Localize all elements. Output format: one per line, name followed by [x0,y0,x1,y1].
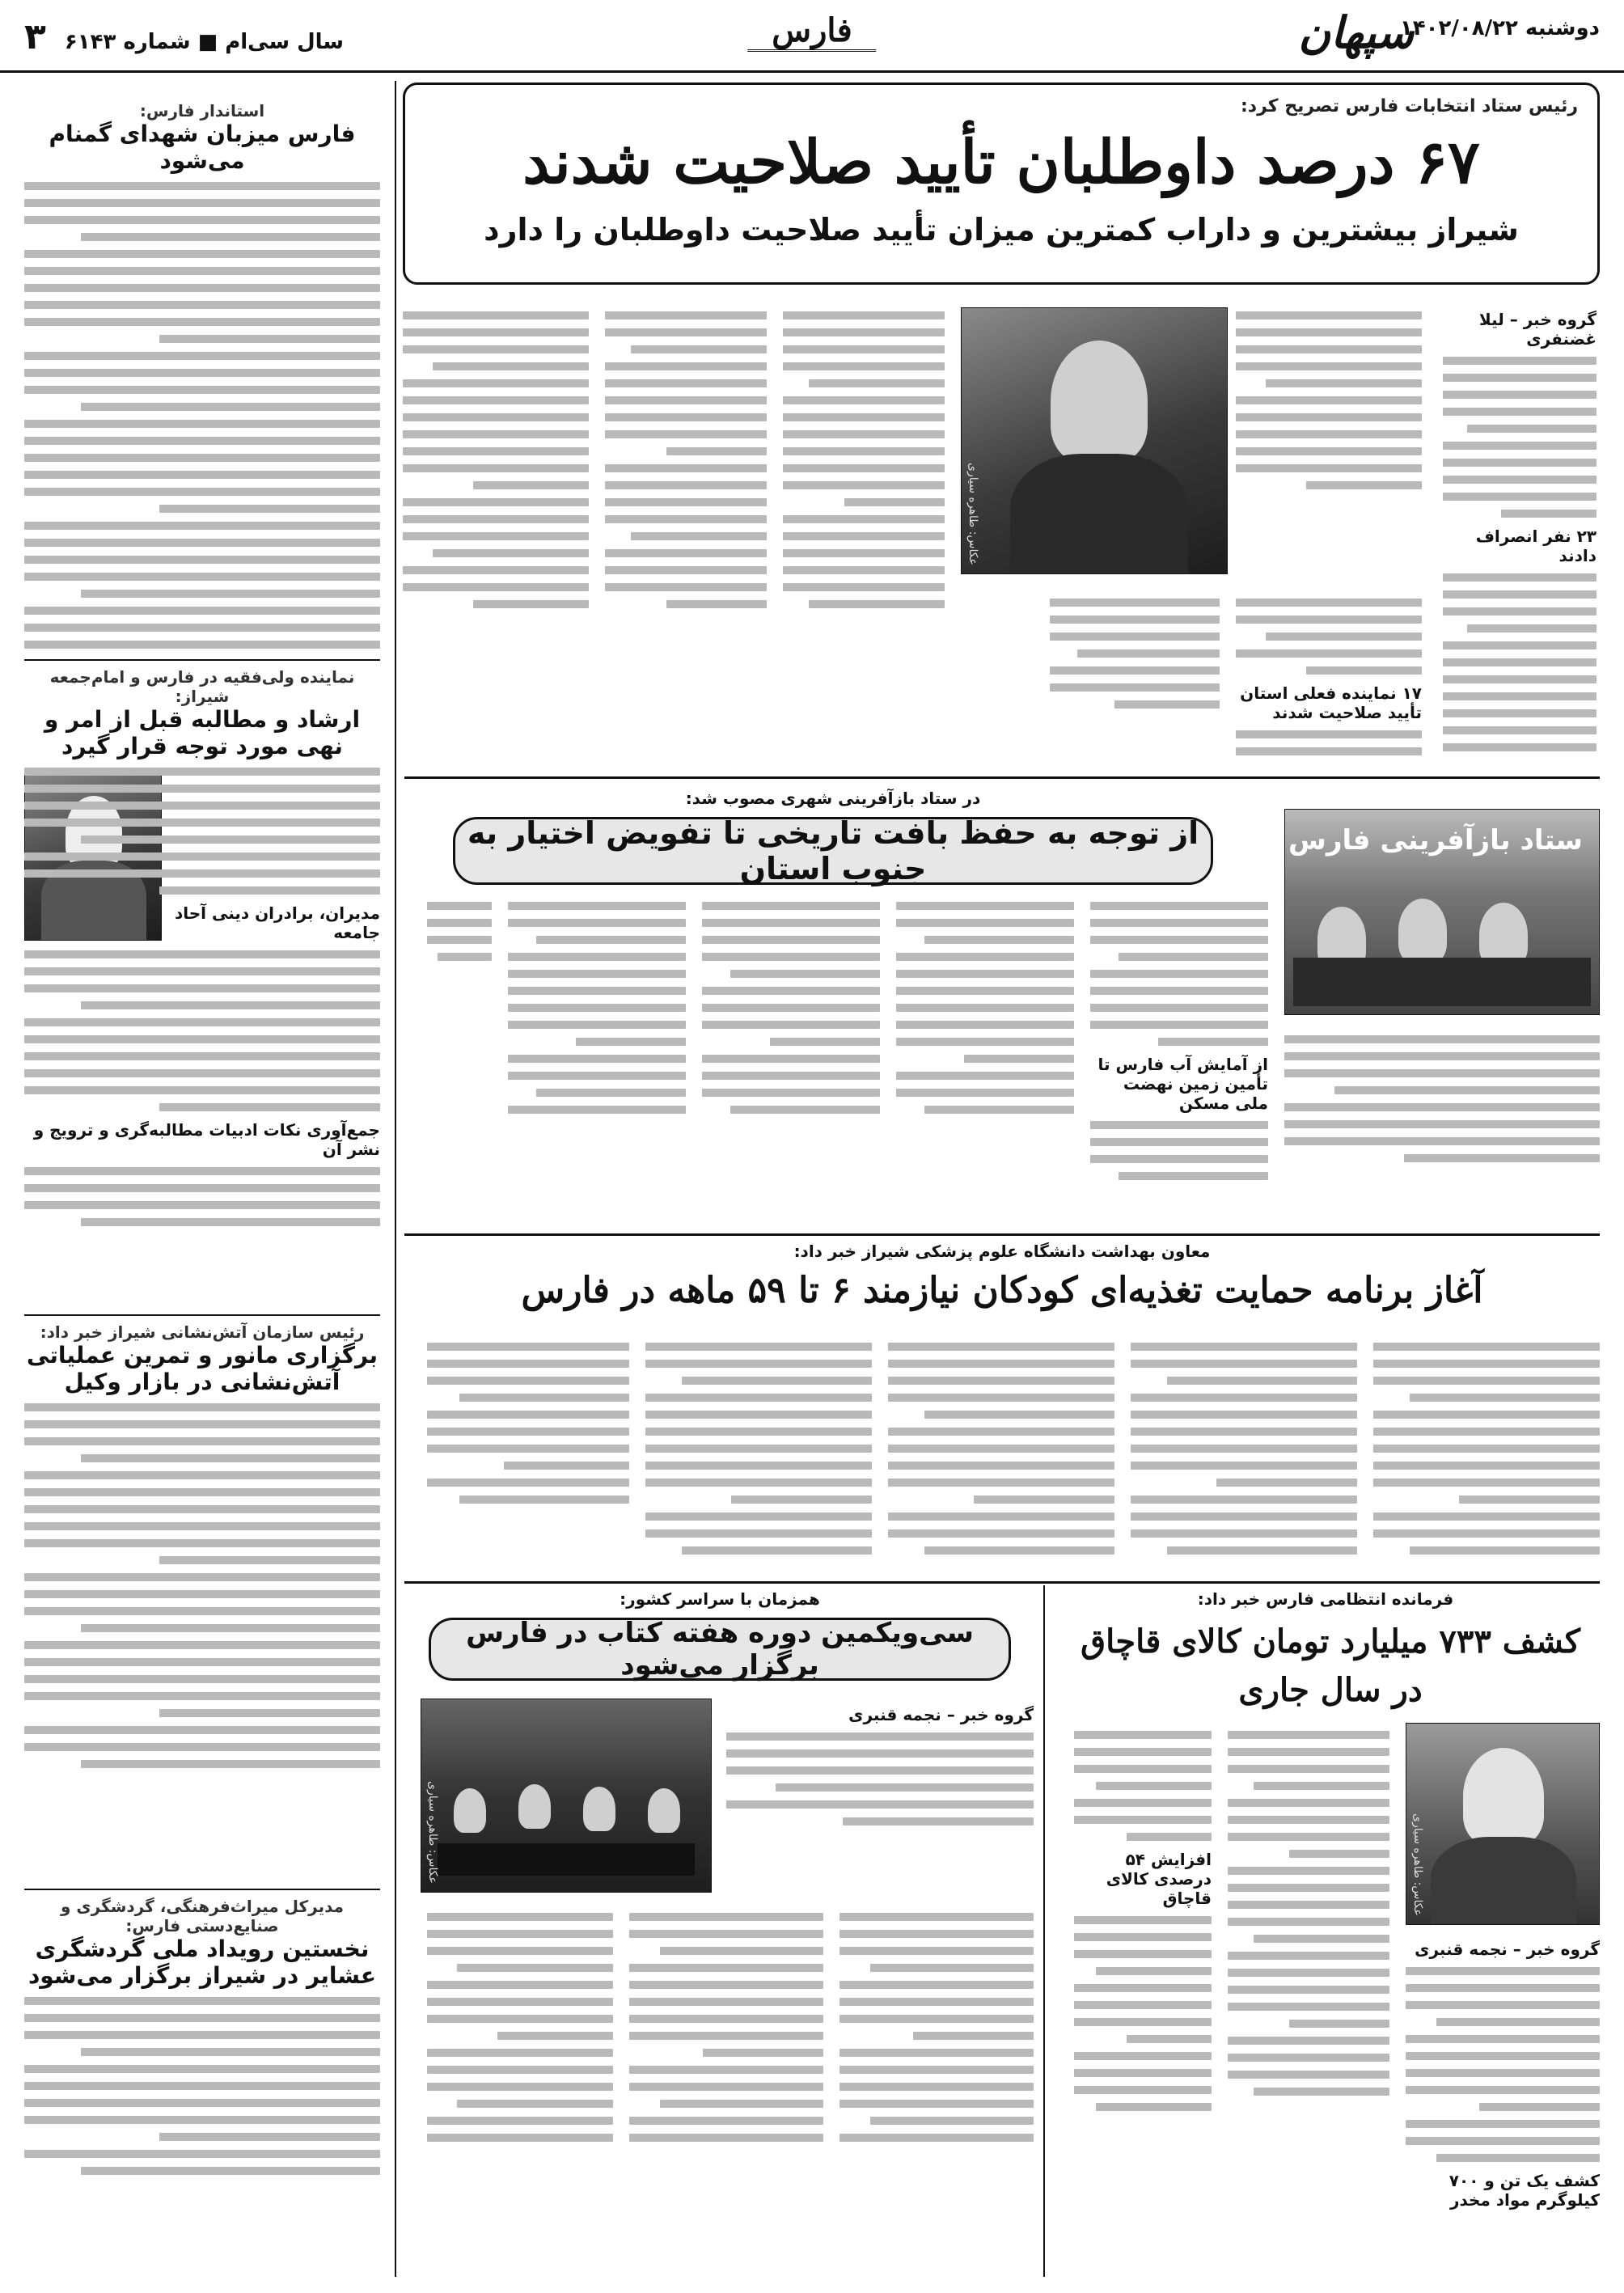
left-story-1 [24,101,380,651]
left-story-4-kicker: مدیرکل میراث‌فرهنگی، گردشگری و صنایع‌دستی فارس: [60,1897,345,1936]
left-story-4 [24,1897,380,2277]
story2-col-4 [702,894,880,1221]
story2-col-2 [1090,894,1268,1221]
story4-divider [1043,1585,1045,2277]
left-story-1-title: فارس میزبان شهدای گمنام می‌شود [49,121,356,174]
lead-article-col-4 [783,303,945,760]
story4-photo [1406,1723,1600,1925]
lead-kicker: رئیس ستاد انتخابات فارس تصریح کرد: [1241,96,1578,116]
left-story-3-kicker: رئیس سازمان آتش‌نشانی شیراز خبر داد: [40,1322,365,1342]
lead-photo [961,307,1228,574]
story2-photo [1284,809,1600,1015]
story2-col-6 [427,894,492,1221]
story4-headline: کشف ۷۳۳ میلیارد تومان کالای قاچاق در سال جاری [1081,1622,1580,1709]
story3-col-2 [1131,1335,1357,1569]
lead-subhead-2: ۱۷ نماینده فعلی استان تأیید صلاحیت شدند [1240,683,1422,722]
story3-col-1 [1373,1335,1600,1569]
story3-col-5 [427,1335,629,1569]
story3-col-4 [645,1335,872,1569]
story2-photo-sign: ستاد بازآفرینی فارس [1288,824,1583,857]
story3-top-rule [404,1233,1600,1236]
newspaper-logo: سپهان [1298,6,1414,58]
issue-number [24,16,344,57]
story4-subhead-1: افزایش ۵۴ درصدی کالای قاچاق [1106,1850,1212,1908]
lead-article-col-5 [605,303,767,760]
story4-subhead-2: کشف یک تن و ۷۰۰ کیلوگرم مواد مخدر [1448,2171,1600,2210]
story4-col-3 [1074,1723,1212,2277]
story4-kicker: فرمانده انتظامی فارس خبر داد: [1197,1589,1454,1609]
lead-photo-caption: عکاس: طاهره سیاری [966,463,979,565]
story5-headline-text: سی‌ویکمین دوره هفته کتاب در فارس برگزار می‌شود [466,1617,974,1682]
story2-headline-text: از توجه به حفظ بافت تاریخی تا تفویض اختیار به جنوب استان [467,815,1199,886]
left-divider-2 [24,1314,380,1316]
page-number: ۳ [24,16,46,57]
lead-article-col-6 [403,303,589,760]
story5-col-2 [839,1905,1034,2277]
story4-byline: گروه خبر – نجمه قنبری [1415,1940,1600,1959]
story5-photo-caption: عکاس: طاهره سیاری [426,1781,439,1884]
lead-article-col-2b [1236,303,1422,578]
story3-col-3 [888,1335,1114,1569]
left-story-2-subhead-1: مدیران، برادران دینی آحاد جامعه [174,903,380,942]
lead-story-header [403,82,1600,285]
lead-headline: ۶۷ درصد داوطلبان تأیید صلاحیت شدند [522,128,1480,197]
story5-byline: گروه خبر – نجمه قنبری [848,1705,1034,1724]
lead-article-col-1 [1443,303,1597,760]
story4-photo-caption: عکاس: طاهره سیاری [1411,1813,1424,1916]
left-story-3 [24,1322,380,1881]
story3-headline: آغاز برنامه حمایت تغذیه‌ای کودکان نیازمند ۶ تا ۵۹ ماهه در فارس [521,1270,1483,1311]
story5-col-1 [726,1699,1034,1893]
story2-top-rule [404,776,1600,779]
left-divider-1 [24,659,380,661]
story4-col-1 [1406,1933,1600,2277]
story5-photo [421,1699,712,1893]
lead-article-col-3 [1050,590,1220,760]
left-story-2-kicker: نماینده ولی‌فقیه در فارس و امام‌جمعه شیراز: [49,667,355,706]
story5-col-3 [629,1905,823,2277]
masthead [0,0,1624,73]
left-story-1-kicker: استاندار فارس: [139,101,265,121]
lead-article-col-2 [1236,590,1422,760]
column-divider [395,81,396,2277]
story2-col-3 [896,894,1074,1221]
story2-col-1 [1284,1027,1600,1221]
story4-top-rule [404,1581,1600,1584]
left-story-4-title: نخستین رویداد ملی گردشگری عشایر در شیراز برگزار می‌شود [27,1936,377,1989]
story2-col-5 [508,894,686,1221]
story2-subhead-1: از آمایش آب فارس تا تأمین زمین نهضت ملی مسکن [1097,1055,1268,1113]
story5-col-4 [427,1905,613,2277]
story5-headline [429,1618,1011,1681]
lead-subhead-1: ۲۳ نفر انصراف دادند [1475,527,1597,565]
left-story-2 [24,667,380,1306]
story2-headline [453,817,1213,885]
lead-subheadline: شیراز بیشترین و داراب کمترین میزان تأیید صلاحیت داوطلبان را دارد [484,212,1519,247]
left-story-2-title: ارشاد و مطالبه قبل از امر و نهی مورد توجه قرار گیرد [44,706,361,759]
lead-byline: گروه خبر – لیلا غضنفری [1478,310,1597,349]
section-title: فارس [747,11,876,52]
issue-label: سال سی‌ام ■ شماره ۶۱۴۳ [64,30,344,54]
issue-date: دوشنبه ۱۴۰۲/۰۸/۲۲ [1399,16,1600,40]
left-story-2-subhead-2: جمع‌آوری نکات ادبیات مطالبه‌گری و ترویج و نشر آن [33,1120,380,1159]
left-divider-3 [24,1889,380,1890]
story3-kicker: معاون بهداشت دانشگاه علوم پزشکی شیراز خبر داد: [793,1242,1211,1261]
story2-kicker: در ستاد بازآفرینی شهری مصوب شد: [685,789,981,808]
left-story-3-title: برگزاری مانور و تمرین عملیاتی آتش‌نشانی در بازار وکیل [27,1342,378,1395]
story5-kicker: همزمان با سراسر کشور: [620,1589,820,1609]
story4-col-2 [1228,1723,1389,2277]
